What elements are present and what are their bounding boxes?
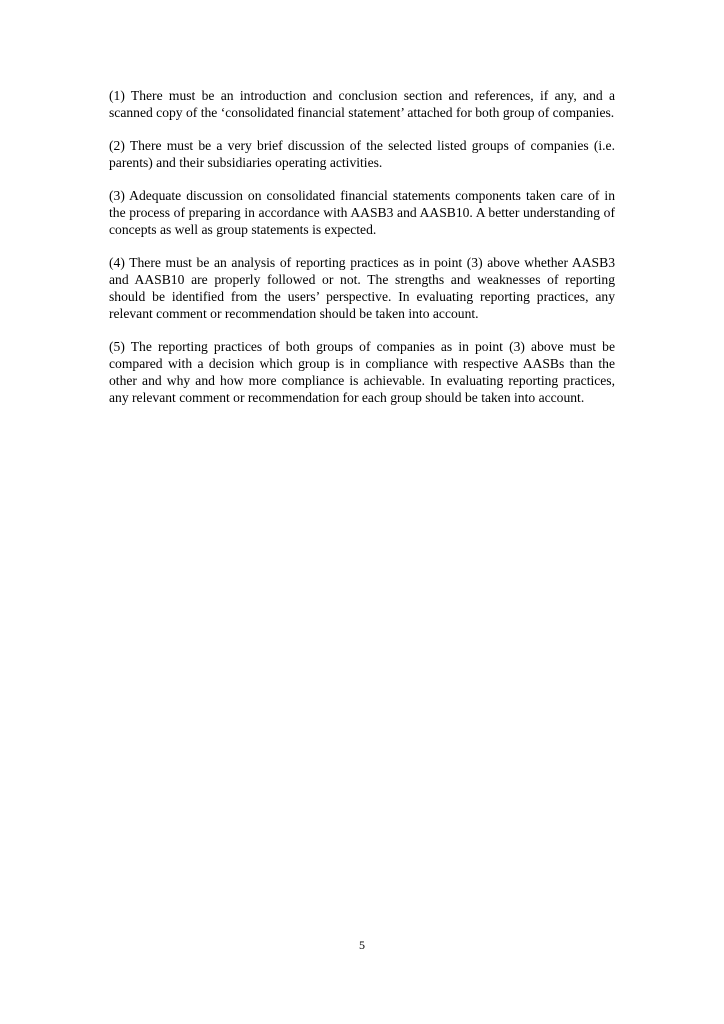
paragraph-3: (3) Adequate discussion on consolidated financial statements components taken care of in the process of preparing in accordance with AASB3 and AASB10. A better understanding of concepts as well as group statements is expected.	[109, 188, 615, 237]
paragraph-1: (1) There must be an introduction and conclusion section and references, if any, and a scanned copy of the ‘consolidated financial statement’ attached for both group of companies.	[109, 88, 615, 120]
paragraph-5: (5) The reporting practices of both groups of companies as in point (3) above must be compared with a decision which group is in compliance with respective AASBs than the other and why and how more compliance is achievable. In evaluating reporting practices, any relevant comment or recommendation for each group should be taken into account.	[109, 339, 615, 405]
paragraph-4: (4) There must be an analysis of reporting practices as in point (3) above whether AASB3 and AASB10 are properly followed or not. The strengths and weaknesses of reporting should be identified from the users’ perspective. In evaluating reporting practices, any relevant comment or recommendation should be taken into account.	[109, 255, 615, 321]
paragraph-2: (2) There must be a very brief discussion of the selected listed groups of companies (i.e. parents) and their subsidiaries operating activities.	[109, 138, 615, 170]
page-number: 5	[359, 938, 365, 952]
document-body	[109, 87, 615, 422]
